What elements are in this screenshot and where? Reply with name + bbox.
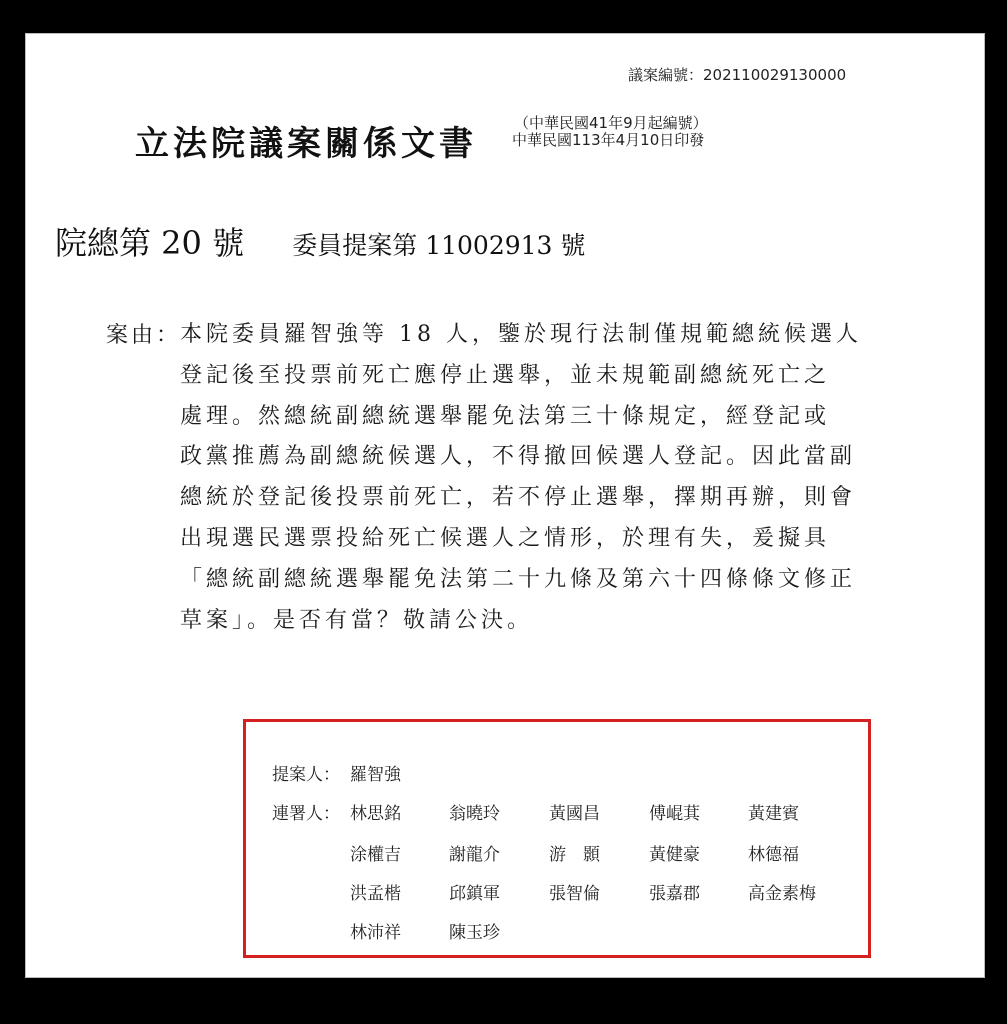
reason-body xyxy=(180,318,910,644)
cosigner-name: 張嘉郡 xyxy=(649,884,700,904)
general-number: 院總第 20 號 xyxy=(55,224,245,262)
reason-label: 案由： xyxy=(106,323,182,348)
cosigner-name: 謝龍介 xyxy=(449,845,500,865)
cosigner-name: 黃國昌 xyxy=(549,804,600,824)
reason-line: 草案」。是否有當？敬請公決。 xyxy=(180,607,534,633)
cosigner-name: 張智倫 xyxy=(549,884,600,904)
cosigner-name: 邱鎮軍 xyxy=(449,884,500,904)
document-number xyxy=(55,218,585,264)
cosigner-name: 高金素梅 xyxy=(748,884,816,904)
cosigner-name: 陳玉珍 xyxy=(449,923,500,943)
signatories-highlight-box xyxy=(243,719,871,958)
reason-line: 總統於登記後投票前死亡，若不停止選舉，擇期再辦，則會 xyxy=(180,485,857,511)
cosigner-name: 涂權吉 xyxy=(350,845,401,865)
reason-line: 「總統副總統選舉罷免法第二十九條及第六十四條條文修正 xyxy=(180,566,857,592)
proposer-name: 羅智強 xyxy=(350,765,401,785)
cosigner-name: 傅崐萁 xyxy=(649,804,700,824)
proposer-label: 提案人： xyxy=(272,765,340,785)
cosigner-name: 洪孟楷 xyxy=(350,884,401,904)
cosigner-name: 林沛祥 xyxy=(350,923,401,943)
print-date: 中華民國113年4月10日印發 xyxy=(512,131,705,149)
cosigner-name: 黃建賓 xyxy=(748,804,799,824)
cosigner-name: 游 顥 xyxy=(549,845,600,865)
numbering-note: （中華民國41年9月起編號） xyxy=(514,114,708,132)
cosigner-label: 連署人： xyxy=(272,804,340,824)
cosigner-name: 黃健豪 xyxy=(649,845,700,865)
reason-line: 出現選民選票投給死亡候選人之情形，於理有失，爰擬具 xyxy=(180,525,831,551)
reason-line: 處理。然總統副總統選舉罷免法第三十條規定，經登記或 xyxy=(180,403,831,429)
reason-line: 本院委員羅智強等 18 人，鑒於現行法制僅規範總統候選人 xyxy=(180,322,862,347)
reason-line: 政黨推薦為副總統候選人，不得撤回候選人登記。因此當副 xyxy=(180,444,857,470)
bill-number: 議案編號：202110029130000 xyxy=(628,66,847,84)
print-meta xyxy=(512,115,708,149)
document-title: 立法院議案關係文書 xyxy=(135,124,477,164)
cosigner-name: 林思銘 xyxy=(350,804,401,824)
proposal-number: 委員提案第 11002913 號 xyxy=(292,231,586,260)
cosigner-name: 林德福 xyxy=(748,845,799,865)
reason-line: 登記後至投票前死亡應停止選舉，並未規範副總統死亡之 xyxy=(180,362,831,388)
cosigner-name: 翁曉玲 xyxy=(449,804,500,824)
